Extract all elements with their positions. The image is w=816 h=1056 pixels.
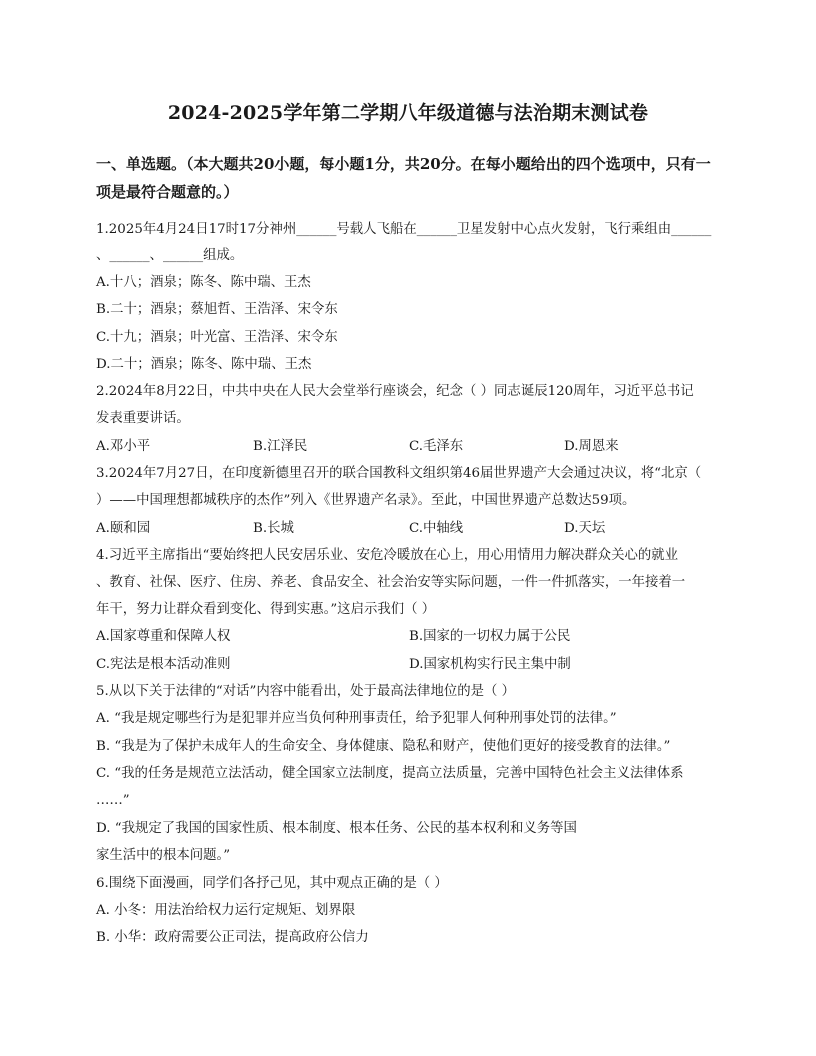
q4-option-c: C.宪法是根本活动准则: [96, 657, 231, 672]
q1-option-a: A.十八；酒泉；陈冬、陈中瑞、王杰: [96, 275, 311, 290]
q3-option-a: A.颐和园: [96, 521, 151, 536]
q5-option-b: B. “我是为了保护未成年人的生命安全、身体健康、隐私和财产，使他们更好的接受教育的法律。”: [96, 739, 671, 754]
q4-stem-line2: 、教育、社保、医疗、住房、养老、食品安全、社会治安等实际问题，一件一件抓落实，一年接着一: [96, 575, 686, 590]
q2-option-a: A.邓小平: [96, 439, 151, 454]
q1-option-d: D.二十；酒泉；陈冬、陈中瑞、王杰: [96, 357, 312, 372]
q1-stem-line1: 1.2025年4月24日17时17分神州______号载人飞船在______卫星发射中心点火发射，飞行乘组由______: [96, 222, 712, 237]
q1-option-c: C.十九；酒泉；叶光富、王浩泽、宋令东: [96, 330, 338, 345]
q3-stem-line2: ）——中国理想都城秩序的杰作”列入《世界遗产名录》。至此，中国世界遗产总数达59项。: [96, 493, 636, 508]
section-heading: 一、单选题。（本大题共20小题，每小题1分，共20分。在每小题给出的四个选项中，只有一项是最符合题意的。）: [96, 155, 711, 201]
q2-stem-line1: 2.2024年8月22日，中共中央在人民大会堂举行座谈会，纪念（ ）同志诞辰120周年，习近平总书记: [96, 384, 694, 399]
q1-option-b: B.二十；酒泉；蔡旭哲、王浩泽、宋令东: [96, 302, 338, 317]
q4-option-b: B.国家的一切权力属于公民: [409, 629, 571, 644]
q5-option-d-line1: D. “我规定了我国的国家性质、根本制度、根本任务、公民的基本权利和义务等国: [96, 821, 577, 836]
q2-option-c: C.毛泽东: [409, 439, 464, 454]
q5-stem: 5.从以下关于法律的“对话”内容中能看出，处于最高法律地位的是（ ）: [96, 684, 516, 699]
q5-option-a: A. “我是规定哪些行为是犯罪并应当负何种刑事责任，给予犯罪人何种刑事处罚的法律。”: [96, 711, 617, 726]
q2-stem-line2: 发表重要讲话。: [96, 411, 190, 426]
q4-option-d: D.国家机构实行民主集中制: [409, 657, 571, 672]
q6-option-a: A. 小冬：用法治给权力运行定规矩、划界限: [96, 903, 356, 918]
q2-option-b: B.江泽民: [253, 439, 308, 454]
q3-option-d: D.天坛: [564, 521, 606, 536]
q4-option-a: A.国家尊重和保障人权: [96, 629, 231, 644]
q5-option-d-line2: 家生活中的根本问题。”: [96, 848, 231, 863]
q3-option-c: C.中轴线: [409, 521, 464, 536]
q5-option-c-line1: C. “我的任务是规范立法活动，健全国家立法制度，提高立法质量，完善中国特色社会主义法律体系: [96, 766, 684, 781]
exam-title: 2024-2025学年第二学期八年级道德与法治期末测试卷: [167, 102, 649, 124]
q4-stem-line3: 年干，努力让群众看到变化、得到实惠。”这启示我们（ ）: [96, 602, 436, 617]
q3-option-b: B.长城: [253, 521, 294, 536]
q6-stem: 6.围绕下面漫画，同学们各抒己见，其中观点正确的是（ ）: [96, 876, 448, 891]
q6-option-b: B. 小华：政府需要公正司法，提高政府公信力: [96, 930, 369, 945]
q3-stem-line1: 3.2024年7月27日，在印度新德里召开的联合国教科文组织第46届世界遗产大会通过决议，将“北京（: [96, 466, 702, 481]
q1-stem-line2: 、______、______组成。: [96, 248, 244, 263]
q4-stem-line1: 4.习近平主席指出“要始终把人民安居乐业、安危冷暖放在心上，用心用情用力解决群众关心的就业: [96, 548, 679, 563]
q2-option-d: D.周恩来: [564, 439, 619, 454]
q5-option-c-line2: ……”: [96, 793, 130, 808]
